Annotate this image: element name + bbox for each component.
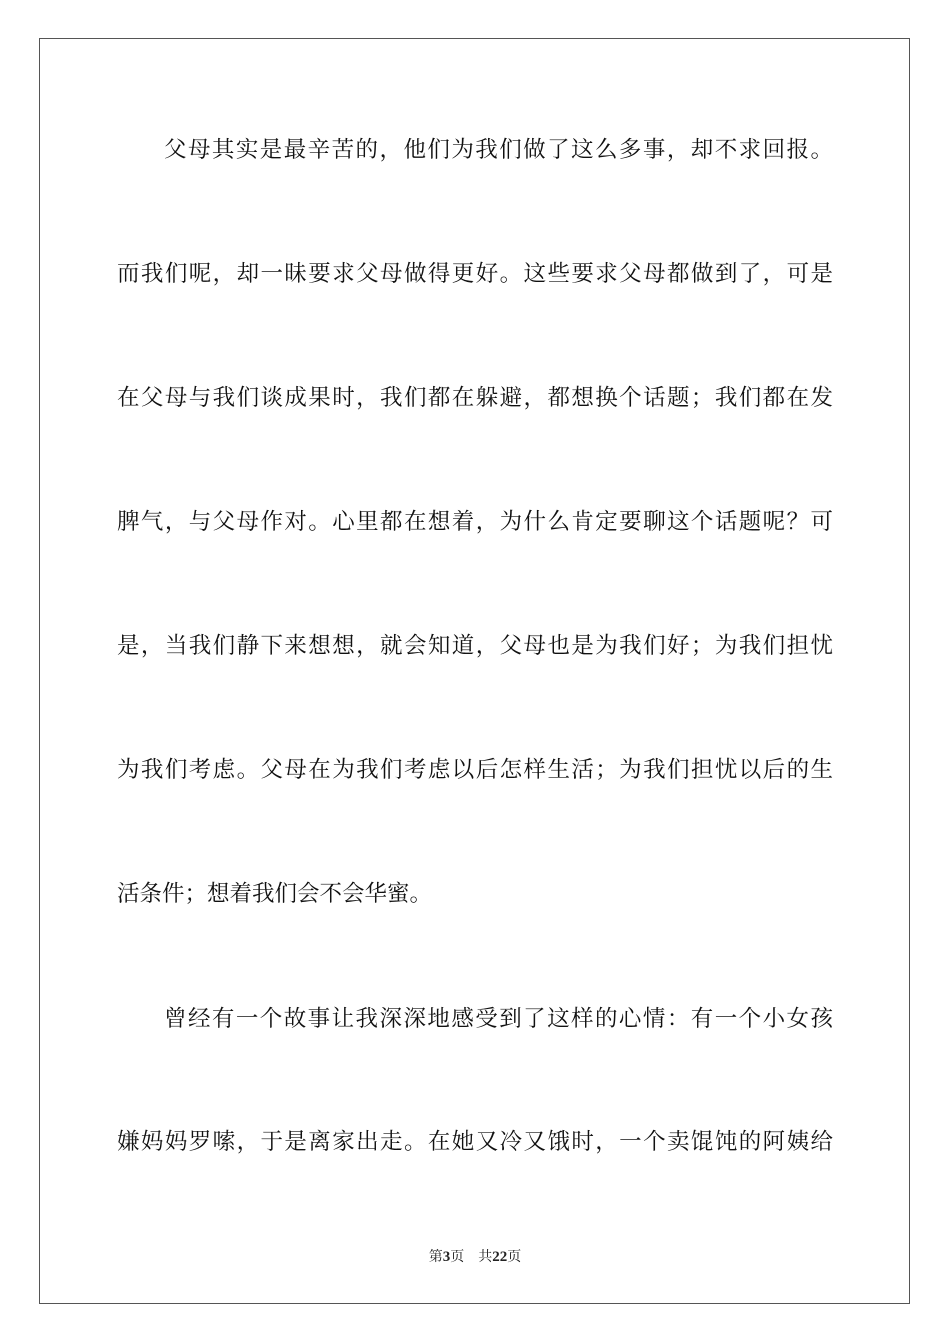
page-border: [39, 38, 910, 1304]
total-prefix: 共: [478, 1249, 493, 1265]
paragraph-1-line-2: 而我们呢，却一昧要求父母做得更好。这些要求父母都做到了，可是: [117, 261, 833, 287]
paragraph-2-line-1: 曾经有一个故事让我深深地感受到了这样的心情：有一个小女孩: [164, 1006, 833, 1032]
paragraph-1-line-4: 脾气，与父母作对。心里都在想着，为什么肯定要聊这个话题呢？可: [117, 509, 833, 535]
paragraph-1-line-1: 父母其实是最辛苦的，他们为我们做了这么多事，却不求回报。: [164, 137, 833, 163]
paragraph-1-line-6: 为我们考虑。父母在为我们考虑以后怎样生活；为我们担忧以后的生: [117, 757, 833, 783]
page-suffix: 页: [450, 1249, 465, 1265]
page-footer: [0, 1247, 950, 1267]
page-prefix: 第: [428, 1249, 443, 1265]
total-suffix: 页: [507, 1249, 522, 1265]
page-number: 3: [442, 1249, 451, 1265]
total-pages: 22: [492, 1249, 508, 1265]
paragraph-1-line-3: 在父母与我们谈成果时，我们都在躲避，都想换个话题；我们都在发: [117, 385, 833, 411]
paragraph-2-line-2: 嫌妈妈罗嗦，于是离家出走。在她又冷又饿时，一个卖馄饨的阿姨给: [117, 1129, 833, 1155]
paragraph-1-line-5: 是，当我们静下来想想，就会知道，父母也是为我们好；为我们担忧: [117, 633, 833, 659]
paragraph-1-line-7: 活条件；想着我们会不会华蜜。: [117, 881, 433, 907]
